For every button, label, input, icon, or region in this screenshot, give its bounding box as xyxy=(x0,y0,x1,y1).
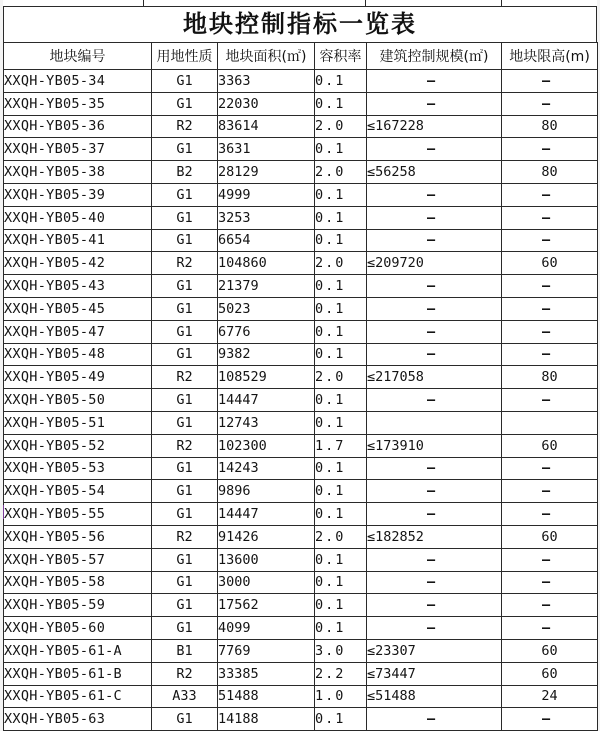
height-limit-cell: – xyxy=(502,138,598,161)
building-scale-cell: – xyxy=(367,229,502,252)
plot-area-cell: 83614 xyxy=(218,115,315,138)
header-row xyxy=(4,43,598,70)
plot-id-cell: XXQH-YB05-63 xyxy=(4,708,152,731)
far-cell: 0.1 xyxy=(315,411,367,434)
plot-id-cell: XXQH-YB05-43 xyxy=(4,275,152,298)
building-scale-cell: – xyxy=(367,92,502,115)
far-cell: 0.1 xyxy=(315,708,367,731)
building-scale-cell: – xyxy=(367,206,502,229)
far-cell: 2.0 xyxy=(315,366,367,389)
land-use-cell: G1 xyxy=(152,503,218,526)
height-limit-cell: – xyxy=(502,297,598,320)
table-row xyxy=(4,594,598,617)
plot-id-cell: XXQH-YB05-59 xyxy=(4,594,152,617)
far-cell: 3.0 xyxy=(315,639,367,662)
height-limit-cell: – xyxy=(502,548,598,571)
building-scale-cell: – xyxy=(367,297,502,320)
table-row xyxy=(4,183,598,206)
table-row xyxy=(4,411,598,434)
land-use-cell: R2 xyxy=(152,525,218,548)
far-cell: 0.1 xyxy=(315,571,367,594)
plot-area-cell: 91426 xyxy=(218,525,315,548)
plot-id-cell: XXQH-YB05-55 xyxy=(4,503,152,526)
building-scale-cell: – xyxy=(367,389,502,412)
plot-id-cell: XXQH-YB05-58 xyxy=(4,571,152,594)
height-limit-cell: – xyxy=(502,183,598,206)
far-cell: 2.0 xyxy=(315,161,367,184)
plot-area-cell: 51488 xyxy=(218,685,315,708)
land-use-cell: G1 xyxy=(152,617,218,640)
plot-area-cell: 12743 xyxy=(218,411,315,434)
building-scale-cell: – xyxy=(367,183,502,206)
plot-area-cell: 5023 xyxy=(218,297,315,320)
land-use-cell: G1 xyxy=(152,708,218,731)
table-title: 地块控制指标一览表 xyxy=(3,6,597,42)
far-cell: 0.1 xyxy=(315,457,367,480)
plot-area-cell: 9896 xyxy=(218,480,315,503)
plot-id-cell: XXQH-YB05-51 xyxy=(4,411,152,434)
far-cell: 0.1 xyxy=(315,548,367,571)
plot-area-cell: 33385 xyxy=(218,662,315,685)
plot-id-cell: XXQH-YB05-42 xyxy=(4,252,152,275)
plot-id-cell: XXQH-YB05-50 xyxy=(4,389,152,412)
height-limit-cell: – xyxy=(502,275,598,298)
plot-area-cell: 17562 xyxy=(218,594,315,617)
margin-mark xyxy=(3,505,7,519)
building-scale-cell: ≤217058 xyxy=(367,366,502,389)
plot-id-cell: XXQH-YB05-48 xyxy=(4,343,152,366)
plot-id-cell: XXQH-YB05-45 xyxy=(4,297,152,320)
far-cell: 0.1 xyxy=(315,343,367,366)
height-limit-cell: – xyxy=(502,594,598,617)
land-use-cell: G1 xyxy=(152,206,218,229)
far-cell: 1.0 xyxy=(315,685,367,708)
plot-area-cell: 9382 xyxy=(218,343,315,366)
building-scale-cell: – xyxy=(367,503,502,526)
land-use-cell: G1 xyxy=(152,411,218,434)
land-use-cell: G1 xyxy=(152,320,218,343)
land-use-cell: G1 xyxy=(152,571,218,594)
far-cell: 0.1 xyxy=(315,503,367,526)
land-use-cell: R2 xyxy=(152,115,218,138)
table-row xyxy=(4,571,598,594)
building-scale-cell: – xyxy=(367,275,502,298)
plot-id-cell: XXQH-YB05-40 xyxy=(4,206,152,229)
table-row xyxy=(4,70,598,93)
plot-id-cell: XXQH-YB05-61-A xyxy=(4,639,152,662)
plot-id-cell: XXQH-YB05-60 xyxy=(4,617,152,640)
height-limit-cell: – xyxy=(502,389,598,412)
height-limit-cell: – xyxy=(502,229,598,252)
land-use-cell: G1 xyxy=(152,183,218,206)
height-limit-cell: 80 xyxy=(502,366,598,389)
height-limit-cell: 80 xyxy=(502,161,598,184)
table-row xyxy=(4,662,598,685)
plot-area-cell: 3000 xyxy=(218,571,315,594)
plot-area-cell: 104860 xyxy=(218,252,315,275)
table-row xyxy=(4,617,598,640)
far-cell: 2.0 xyxy=(315,252,367,275)
plot-id-cell: XXQH-YB05-47 xyxy=(4,320,152,343)
header-building-scale: 建筑控制规模(㎡) xyxy=(367,43,502,70)
building-scale-cell: – xyxy=(367,708,502,731)
table-row xyxy=(4,525,598,548)
land-use-cell: A33 xyxy=(152,685,218,708)
land-use-cell: G1 xyxy=(152,275,218,298)
height-limit-cell: – xyxy=(502,617,598,640)
table-row xyxy=(4,320,598,343)
plot-area-cell: 13600 xyxy=(218,548,315,571)
height-limit-cell: – xyxy=(502,503,598,526)
plot-area-cell: 14447 xyxy=(218,503,315,526)
height-limit-cell: – xyxy=(502,708,598,731)
land-use-cell: G1 xyxy=(152,297,218,320)
building-scale-cell: ≤182852 xyxy=(367,525,502,548)
table-row xyxy=(4,366,598,389)
far-cell: 2.2 xyxy=(315,662,367,685)
table-row xyxy=(4,457,598,480)
table-row xyxy=(4,206,598,229)
far-cell: 0.1 xyxy=(315,229,367,252)
land-use-cell: G1 xyxy=(152,229,218,252)
building-scale-cell: – xyxy=(367,571,502,594)
plot-area-cell: 4099 xyxy=(218,617,315,640)
land-use-cell: R2 xyxy=(152,662,218,685)
header-far: 容积率 xyxy=(315,43,367,70)
height-limit-cell: – xyxy=(502,70,598,93)
building-scale-cell: ≤209720 xyxy=(367,252,502,275)
building-scale-cell: ≤173910 xyxy=(367,434,502,457)
land-use-cell: G1 xyxy=(152,389,218,412)
land-use-cell: R2 xyxy=(152,366,218,389)
plot-id-cell: XXQH-YB05-35 xyxy=(4,92,152,115)
building-scale-cell: – xyxy=(367,343,502,366)
height-limit-cell: – xyxy=(502,343,598,366)
height-limit-cell: 24 xyxy=(502,685,598,708)
plot-area-cell: 21379 xyxy=(218,275,315,298)
height-limit-cell: 60 xyxy=(502,525,598,548)
far-cell: 0.1 xyxy=(315,92,367,115)
height-limit-cell: – xyxy=(502,206,598,229)
land-use-cell: G1 xyxy=(152,548,218,571)
far-cell: 2.0 xyxy=(315,525,367,548)
plot-id-cell: XXQH-YB05-56 xyxy=(4,525,152,548)
far-cell: 0.1 xyxy=(315,389,367,412)
plot-id-cell: XXQH-YB05-41 xyxy=(4,229,152,252)
far-cell: 0.1 xyxy=(315,138,367,161)
table-row xyxy=(4,297,598,320)
table-row xyxy=(4,685,598,708)
land-use-cell: R2 xyxy=(152,252,218,275)
building-scale-cell xyxy=(367,411,502,434)
table-row xyxy=(4,115,598,138)
far-cell: 0.1 xyxy=(315,183,367,206)
table-row xyxy=(4,708,598,731)
height-limit-cell: – xyxy=(502,320,598,343)
far-cell: 0.1 xyxy=(315,320,367,343)
height-limit-cell: – xyxy=(502,92,598,115)
plot-area-cell: 108529 xyxy=(218,366,315,389)
plot-id-cell: XXQH-YB05-39 xyxy=(4,183,152,206)
table-row xyxy=(4,138,598,161)
building-scale-cell: ≤73447 xyxy=(367,662,502,685)
height-limit-cell: 60 xyxy=(502,662,598,685)
plot-id-cell: XXQH-YB05-54 xyxy=(4,480,152,503)
far-cell: 0.1 xyxy=(315,206,367,229)
plot-area-cell: 6654 xyxy=(218,229,315,252)
table-row xyxy=(4,639,598,662)
plot-id-cell: XXQH-YB05-61-B xyxy=(4,662,152,685)
land-use-cell: B2 xyxy=(152,161,218,184)
far-cell: 2.0 xyxy=(315,115,367,138)
table-row xyxy=(4,229,598,252)
table-row xyxy=(4,275,598,298)
table-row xyxy=(4,434,598,457)
plot-area-cell: 28129 xyxy=(218,161,315,184)
plot-control-table xyxy=(3,42,598,731)
land-use-cell: G1 xyxy=(152,343,218,366)
plot-area-cell: 4999 xyxy=(218,183,315,206)
building-scale-cell: – xyxy=(367,594,502,617)
plot-id-cell: XXQH-YB05-52 xyxy=(4,434,152,457)
far-cell: 0.1 xyxy=(315,70,367,93)
land-use-cell: G1 xyxy=(152,70,218,93)
table-row xyxy=(4,343,598,366)
header-land-use: 用地性质 xyxy=(152,43,218,70)
plot-area-cell: 3253 xyxy=(218,206,315,229)
document-sheet xyxy=(3,0,597,731)
land-use-cell: G1 xyxy=(152,594,218,617)
height-limit-cell: – xyxy=(502,457,598,480)
plot-area-cell: 14188 xyxy=(218,708,315,731)
header-height-limit: 地块限高(m) xyxy=(502,43,598,70)
plot-area-cell: 3363 xyxy=(218,70,315,93)
building-scale-cell: – xyxy=(367,457,502,480)
height-limit-cell: 60 xyxy=(502,252,598,275)
land-use-cell: R2 xyxy=(152,434,218,457)
table-row xyxy=(4,92,598,115)
building-scale-cell: ≤56258 xyxy=(367,161,502,184)
height-limit-cell: 80 xyxy=(502,115,598,138)
table-row xyxy=(4,389,598,412)
plot-id-cell: XXQH-YB05-53 xyxy=(4,457,152,480)
building-scale-cell: – xyxy=(367,548,502,571)
header-plot-area: 地块面积(㎡) xyxy=(218,43,315,70)
table-row xyxy=(4,252,598,275)
land-use-cell: G1 xyxy=(152,457,218,480)
far-cell: 0.1 xyxy=(315,480,367,503)
plot-area-cell: 14447 xyxy=(218,389,315,412)
building-scale-cell: – xyxy=(367,70,502,93)
height-limit-cell: 60 xyxy=(502,434,598,457)
plot-area-cell: 14243 xyxy=(218,457,315,480)
plot-area-cell: 3631 xyxy=(218,138,315,161)
height-limit-cell: 60 xyxy=(502,639,598,662)
building-scale-cell: ≤23307 xyxy=(367,639,502,662)
far-cell: 0.1 xyxy=(315,297,367,320)
far-cell: 0.1 xyxy=(315,275,367,298)
table-row xyxy=(4,480,598,503)
plot-id-cell: XXQH-YB05-34 xyxy=(4,70,152,93)
header-plot-id: 地块编号 xyxy=(4,43,152,70)
plot-id-cell: XXQH-YB05-57 xyxy=(4,548,152,571)
plot-id-cell: XXQH-YB05-49 xyxy=(4,366,152,389)
plot-id-cell: XXQH-YB05-38 xyxy=(4,161,152,184)
building-scale-cell: – xyxy=(367,617,502,640)
land-use-cell: B1 xyxy=(152,639,218,662)
building-scale-cell: ≤167228 xyxy=(367,115,502,138)
plot-area-cell: 102300 xyxy=(218,434,315,457)
land-use-cell: G1 xyxy=(152,480,218,503)
far-cell: 0.1 xyxy=(315,617,367,640)
table-row xyxy=(4,503,598,526)
height-limit-cell: – xyxy=(502,480,598,503)
plot-id-cell: XXQH-YB05-36 xyxy=(4,115,152,138)
plot-area-cell: 22030 xyxy=(218,92,315,115)
plot-area-cell: 6776 xyxy=(218,320,315,343)
plot-id-cell: XXQH-YB05-61-C xyxy=(4,685,152,708)
building-scale-cell: – xyxy=(367,320,502,343)
building-scale-cell: – xyxy=(367,138,502,161)
building-scale-cell: ≤51488 xyxy=(367,685,502,708)
building-scale-cell: – xyxy=(367,480,502,503)
land-use-cell: G1 xyxy=(152,138,218,161)
height-limit-cell xyxy=(502,411,598,434)
land-use-cell: G1 xyxy=(152,92,218,115)
plot-area-cell: 7769 xyxy=(218,639,315,662)
far-cell: 1.7 xyxy=(315,434,367,457)
plot-id-cell: XXQH-YB05-37 xyxy=(4,138,152,161)
far-cell: 0.1 xyxy=(315,594,367,617)
table-row xyxy=(4,161,598,184)
table-row xyxy=(4,548,598,571)
height-limit-cell: – xyxy=(502,571,598,594)
